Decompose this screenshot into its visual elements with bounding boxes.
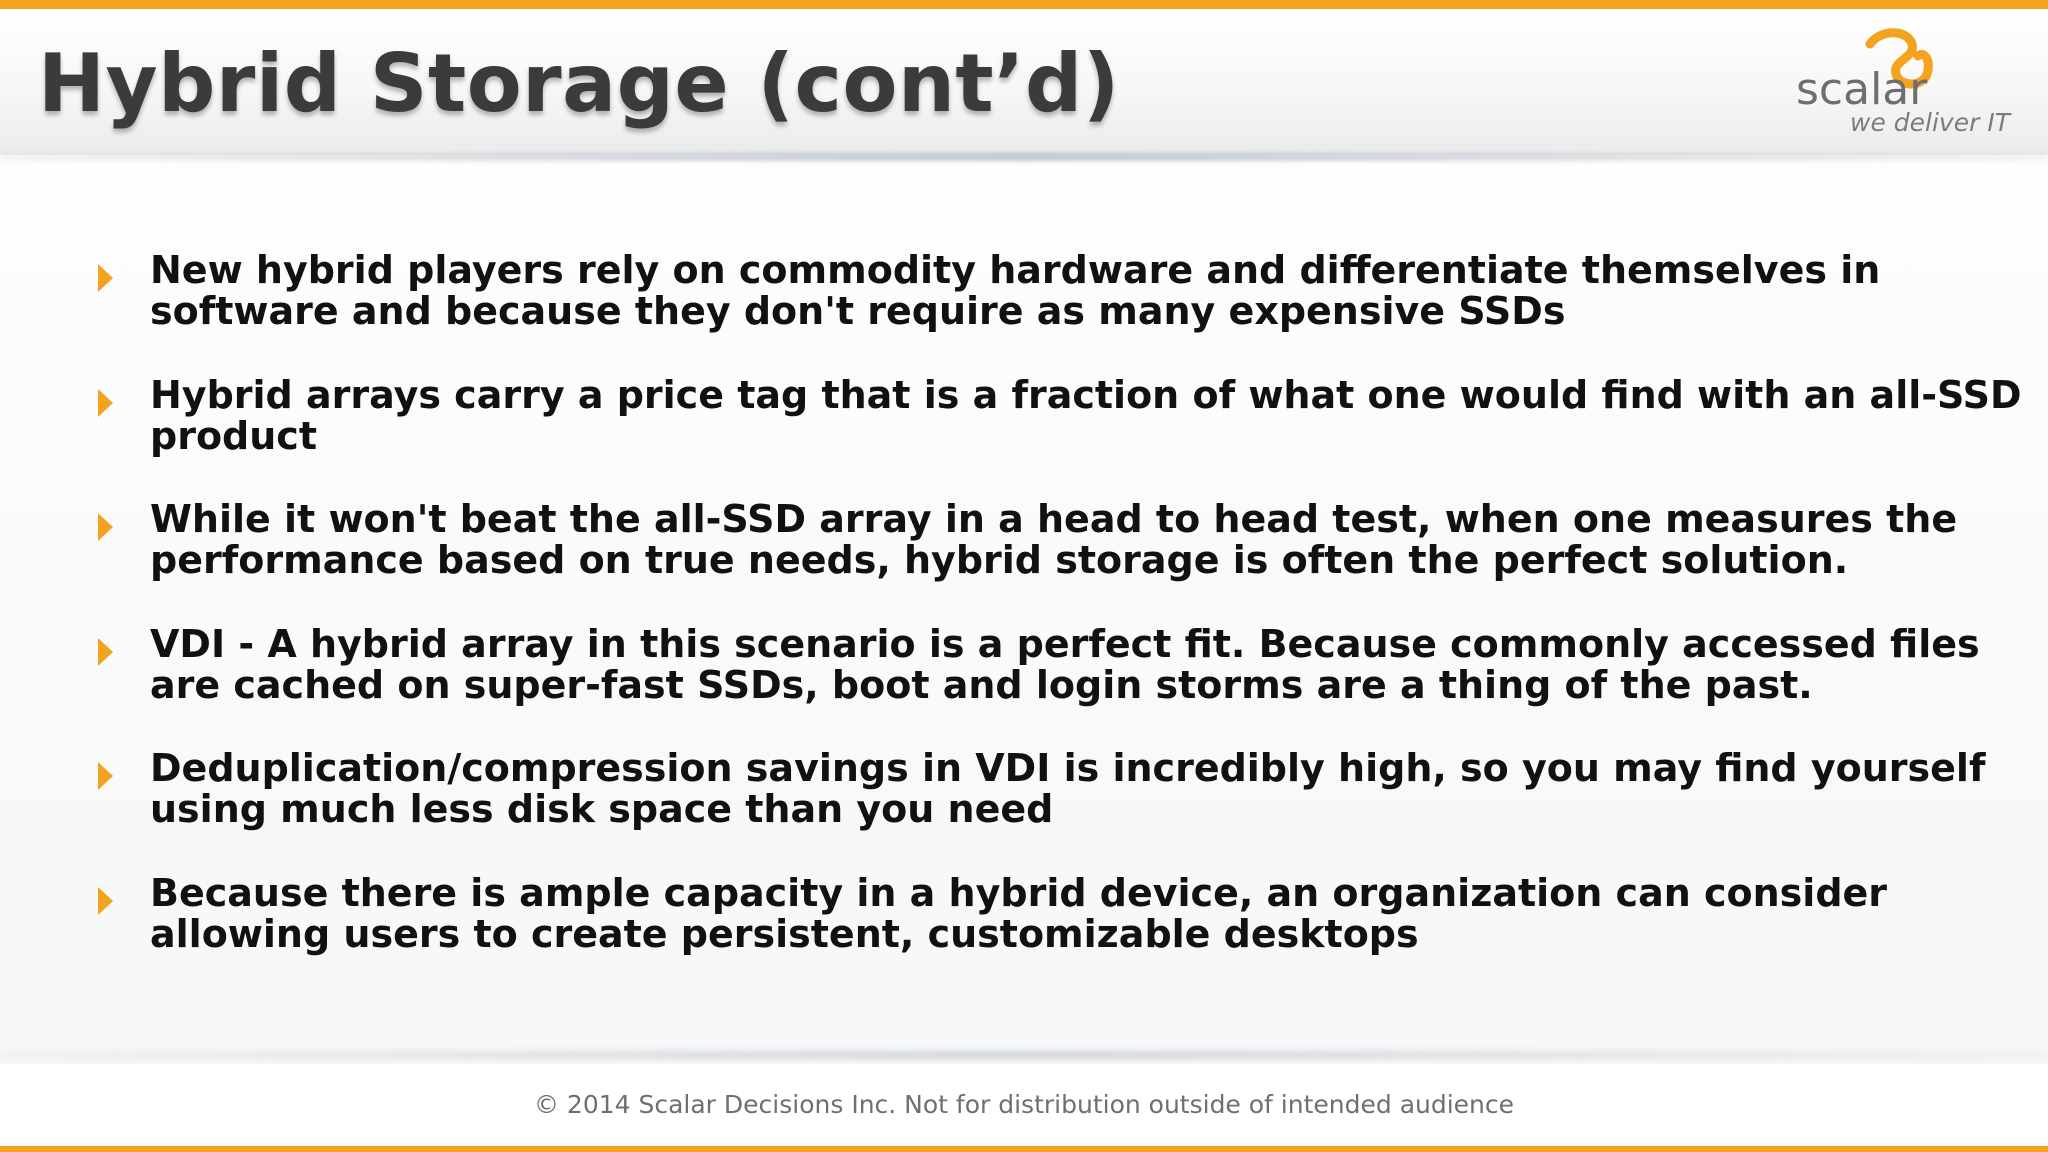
bullet-arrow-icon: [98, 389, 113, 417]
bullet-text: New hybrid players rely on commodity hardware and differentiate themselves in software and because they don't require as many expensive SSDs: [150, 248, 1881, 333]
footer-divider: [0, 1051, 2048, 1059]
bullet-text: While it won't beat the all-SSD array in a head to head test, when one measures the performance based on true needs, hybrid storage is often the perfect solution.: [150, 497, 1958, 582]
scalar-logo: [1780, 26, 2010, 146]
bullet-arrow-icon: [98, 264, 113, 292]
bullet-item: [90, 250, 1990, 375]
bullet-item: [90, 372, 2022, 500]
logo-wordmark: scalar: [1796, 64, 1928, 115]
copyright-notice: © 2014 Scalar Decisions Inc. Not for distribution outside of intended audience: [533, 1090, 1515, 1119]
slide-title: Hybrid Storage (cont’d): [38, 37, 1120, 130]
bullet-item: [90, 621, 1990, 749]
bullet-text: Because there is ample capacity in a hybrid device, an organization can consider allowing users to create persistent, customizable desktops: [150, 870, 1888, 956]
bullet-text: VDI - A hybrid array in this scenario is a perfect fit. Because commonly accessed files are cached on super-fast SSDs, boot and login storms are a thing of the past.: [150, 621, 1980, 707]
bullet-arrow-icon: [98, 762, 113, 790]
bullet-item: [90, 870, 1990, 998]
bottom-accent-bar: [0, 1146, 2048, 1152]
top-accent-bar: [0, 0, 2048, 9]
bullet-item: [90, 499, 1990, 624]
bullet-arrow-icon: [98, 513, 113, 541]
bullet-list: [90, 248, 2022, 997]
logo-tagline: we deliver IT: [1850, 108, 2010, 137]
bullet-arrow-icon: [98, 887, 113, 915]
bullet-arrow-icon: [98, 638, 113, 666]
header-divider: [0, 153, 2048, 161]
bullet-item: [90, 748, 1990, 873]
bullet-text: Hybrid arrays carry a price tag that is a fraction of what one would find with an all-SSD product: [150, 372, 2022, 458]
bullet-text: Deduplication/compression savings in VDI is incredibly high, so you may find yourself using much less disk space than you need: [150, 746, 1986, 831]
